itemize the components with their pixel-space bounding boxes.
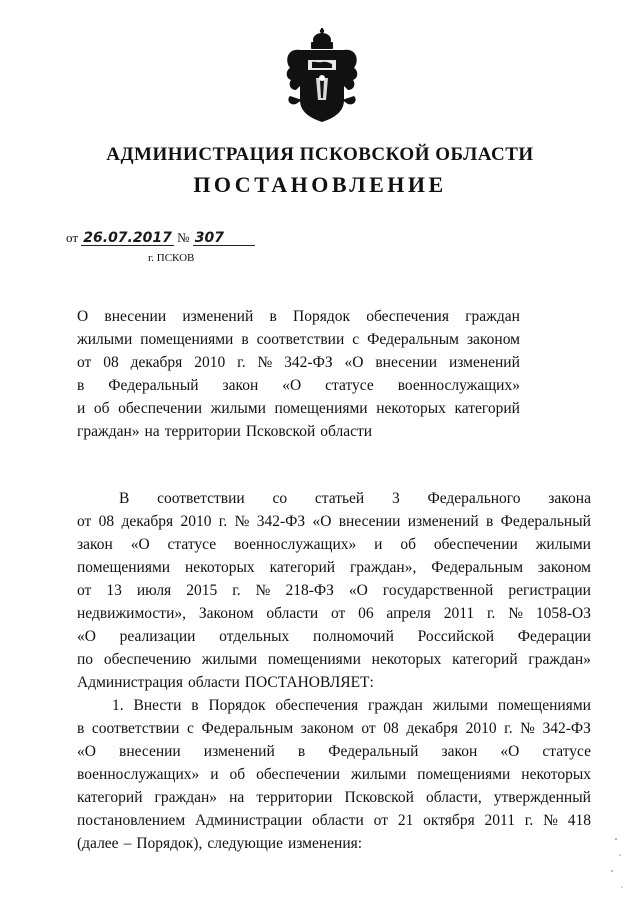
bline-11: «О внесении изменений в Федеральный закон «О статусе: [77, 743, 591, 760]
title-line-3: в Федеральный закон «О статусе военнослужащих»: [77, 377, 520, 394]
bline-0: В соответствии со статьей 3 Федерального закона: [119, 490, 591, 507]
bline-3: помещениями некоторых категорий граждан», Федеральным законом: [77, 559, 591, 576]
bline-15: (далее – Порядок), следующие изменения:: [77, 835, 363, 852]
scan-specks: [586, 835, 626, 895]
bline-9: 1. Внести в Порядок обеспечения граждан жилыми помещениями: [112, 697, 591, 714]
bline-1: от 08 декабря 2010 г. № 342-ФЗ «О внесении изменений в Федеральный: [77, 513, 591, 530]
bline-2: закон «О статусе военнослужащих» и об обеспечении жилыми: [77, 536, 591, 553]
bline-8: Администрация области ПОСТАНОВЛЯЕТ:: [77, 674, 374, 691]
bline-4: от 13 июля 2015 г. № 218-ФЗ «О государственной регистрации: [77, 582, 591, 599]
title-line-4: и об обеспечении жилыми помещениями некоторых категорий: [77, 400, 520, 417]
coat-of-arms-emblem: [282, 26, 362, 124]
date-value: 26.07.2017: [83, 230, 172, 246]
bline-13: категорий граждан» на территории Псковской области, утвержденный: [77, 789, 591, 806]
bline-12: военнослужащих» и об обеспечении жилыми помещениями некоторых: [77, 766, 591, 783]
bline-7: по обеспечению жилыми помещениями некоторых категорий граждан»: [77, 651, 591, 668]
city-label: г. ПСКОВ: [148, 252, 195, 264]
bline-14: постановлением Администрации области от 21 октября 2011 г. № 418: [77, 812, 591, 829]
title-line-0: О внесении изменений в Порядок обеспечения граждан: [77, 308, 520, 325]
number-prefix: №: [177, 230, 190, 245]
document-type-heading: ПОСТАНОВЛЕНИЕ: [193, 172, 447, 197]
bline-6: «О реализации отдельных полномочий Российской Федерации: [77, 628, 591, 645]
date-number-line: [66, 230, 255, 246]
bline-10: в соответствии с Федеральным законом от 08 декабря 2010 г. № 342-ФЗ: [77, 720, 591, 737]
organization-title: АДМИНИСТРАЦИЯ ПСКОВСКОЙ ОБЛАСТИ: [106, 144, 534, 165]
title-line-2: от 08 декабря 2010 г. № 342-ФЗ «О внесении изменений: [77, 354, 520, 371]
title-line-5: граждан» на территории Псковской области: [77, 423, 373, 440]
number-value: 307: [193, 231, 255, 246]
bline-5: недвижимости», Законом области от 06 апреля 2011 г. № 1058-ОЗ: [77, 605, 591, 622]
title-line-1: жилыми помещениями в соответствии с Федеральным законом: [77, 331, 520, 348]
resolution-body: [77, 487, 591, 855]
resolution-title: [77, 305, 520, 443]
date-prefix: от: [66, 230, 79, 245]
